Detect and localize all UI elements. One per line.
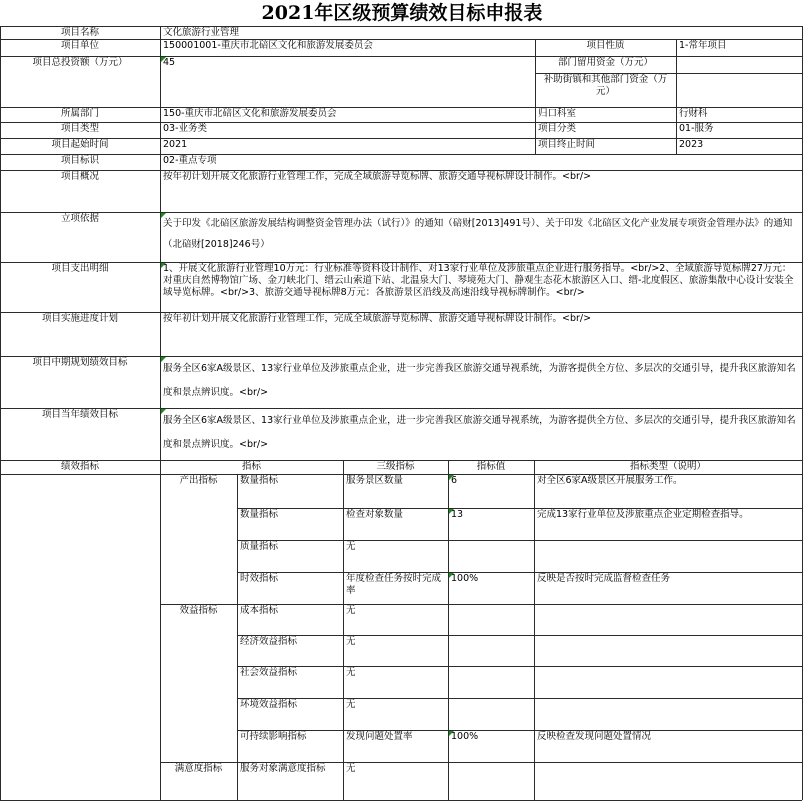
indicator-note <box>534 762 802 800</box>
indicator-value <box>448 666 534 698</box>
grid-line <box>0 474 802 475</box>
grid-line <box>237 474 238 800</box>
grid-line <box>237 635 802 636</box>
indicator-note <box>534 666 802 698</box>
label-overview: 项目概况 <box>60 171 99 182</box>
indicator-sub-name: 数量指标 <box>240 509 279 520</box>
value-project-type: 03-业务类 <box>163 123 208 134</box>
label-end-time: 项目终止时间 <box>538 139 596 150</box>
indicator-third-level: 无 <box>346 636 356 647</box>
grid-line <box>237 604 802 605</box>
label-mid-goal: 项目中期规划绩效目标 <box>32 357 128 368</box>
indicator-value: 100% <box>451 731 479 742</box>
indicator-sub-name: 质量指标 <box>240 541 279 552</box>
label-belong-section: 归口科室 <box>538 108 577 119</box>
value-annual-goal: 服务全区6家A级景区、13家行业单位及涉旅重点企业，进一步完善我区旅游交通导视系统，为游客提供全方位、多层次的交通引导，提升我区旅游知名度和景点辨识度。<br/> <box>163 415 796 450</box>
label-progress-plan: 项目实施进度计划 <box>41 313 118 324</box>
indicator-third-level: 服务景区数量 <box>346 475 404 486</box>
label-project-mark: 项目标识 <box>60 155 99 166</box>
indicator-sub-name: 服务对象满意度指标 <box>240 763 326 774</box>
label-start-time: 项目起始时间 <box>51 139 109 150</box>
indicator-sub-name: 经济效益指标 <box>240 636 298 647</box>
indicator-value <box>448 635 534 666</box>
page-title: 2021年区级预算绩效目标申报表 <box>261 2 543 24</box>
grid-line <box>237 762 802 763</box>
grid-line <box>535 107 536 154</box>
grid-line <box>535 39 536 56</box>
grid-line <box>0 800 802 801</box>
indicator-third-level: 无 <box>346 699 356 710</box>
grid-line <box>535 73 802 74</box>
grid-line <box>676 107 677 154</box>
value-dept-fund <box>676 56 802 73</box>
value-progress-plan: 按年初计划开展文化旅游行业管理工作，完成全域旅游导览标牌、旅游交通导视标牌设计制作。<br/> <box>163 313 592 324</box>
grid-line <box>0 26 802 27</box>
label-dept-fund: 部门留用资金（万元） <box>557 57 653 68</box>
grid-line <box>0 138 802 139</box>
indicator-value: 13 <box>451 509 464 520</box>
value-belong-section: 行财科 <box>679 108 708 119</box>
indicator-group-name: 效益指标 <box>179 605 218 616</box>
cell-marker-icon <box>161 213 166 218</box>
header-type: 指标类型（说明） <box>629 461 706 472</box>
value-project-name: 文化旅游行业管理 <box>163 27 240 38</box>
indicator-sub-name: 环境效益指标 <box>240 699 298 710</box>
grid-line <box>0 408 802 409</box>
grid-line <box>237 698 802 699</box>
cell-marker-icon <box>161 263 166 268</box>
grid-line <box>676 39 677 56</box>
indicator-note: 对全区6家A级景区开展服务工作。 <box>537 475 683 486</box>
indicator-note: 反映检查发现问题处置情况 <box>537 731 652 742</box>
grid-line <box>160 762 237 763</box>
grid-line <box>237 572 802 573</box>
indicator-note: 完成13家行业单位及涉旅重点企业定期检查指导。 <box>537 509 749 520</box>
label-project-nature: 项目性质 <box>586 40 625 51</box>
indicator-value: 6 <box>451 475 458 486</box>
indicator-note <box>534 698 802 730</box>
indicator-third-level: 发现问题处置率 <box>346 731 413 742</box>
cell-marker-icon <box>449 573 454 578</box>
label-department: 所属部门 <box>60 108 99 119</box>
grid-line <box>448 460 449 800</box>
indicator-sub-name: 可持续影响指标 <box>240 731 307 742</box>
grid-line <box>0 312 802 313</box>
grid-line <box>0 460 802 461</box>
label-project-type: 项目类型 <box>60 123 99 134</box>
indicator-value <box>448 604 534 635</box>
label-basis: 立项依据 <box>60 213 99 224</box>
cell-marker-icon <box>161 57 166 62</box>
cell-marker-icon <box>449 731 454 736</box>
label-subsidy: 补助街镇和其他部门资金（万元） <box>543 74 668 97</box>
indicator-third-level: 无 <box>346 541 356 552</box>
grid-line <box>0 262 802 263</box>
header-value: 指标值 <box>476 461 506 472</box>
indicator-sub-name: 成本指标 <box>240 605 279 616</box>
grid-line <box>0 122 802 123</box>
header-third-level: 三级指标 <box>376 461 415 472</box>
indicator-note: 反映是否按时完成监督检查任务 <box>537 573 671 584</box>
indicator-third-level: 年度检查任务按时完成率 <box>346 573 442 596</box>
value-project-unit: 150001001-重庆市北碚区文化和旅游发展委员会 <box>163 40 373 51</box>
indicator-note <box>534 604 802 635</box>
header-indicator: 指标 <box>241 461 261 472</box>
value-project-mark: 02-重点专项 <box>163 155 217 166</box>
grid-line <box>534 460 535 800</box>
indicator-sub-name: 时效指标 <box>240 573 279 584</box>
grid-line <box>0 56 802 57</box>
indicator-section-label: 绩效指标 <box>60 461 99 472</box>
value-project-nature: 1-常年项目 <box>679 40 727 51</box>
grid-line <box>0 154 802 155</box>
grid-line <box>0 26 1 800</box>
value-start-time: 2021 <box>163 139 188 150</box>
label-total-investment: 项目总投资额（万元） <box>32 57 128 68</box>
indicator-third-level: 无 <box>346 605 356 616</box>
indicator-value <box>448 540 534 572</box>
value-subsidy <box>676 73 802 107</box>
value-overview: 按年初计划开展文化旅游行业管理工作，完成全域旅游导览标牌、旅游交通导视标牌设计制作。<br/> <box>163 171 592 182</box>
indicator-group-name: 满意度指标 <box>174 763 223 774</box>
indicator-sub-name: 数量指标 <box>240 475 279 486</box>
grid-line <box>676 56 677 107</box>
label-project-name: 项目名称 <box>60 27 99 38</box>
indicator-note <box>534 540 802 572</box>
cell-marker-icon <box>161 357 166 362</box>
label-project-unit: 项目单位 <box>60 40 99 51</box>
grid-line <box>160 604 237 605</box>
grid-line <box>0 39 802 40</box>
cell-marker-icon <box>161 409 166 414</box>
indicator-value: 100% <box>451 573 479 584</box>
grid-line <box>0 212 802 213</box>
grid-line <box>237 730 802 731</box>
value-expense-detail: 1、开展文化旅游行业管理10万元：行业标准等资料设计制作、对13家行业单位及涉旅重点企业进行服务指导。<br/>2、全域旅游导览标牌27万元：对重庆自然博物馆广场、金刀峡北门、缙云山索道下站、北温泉大门、琴境苑大门、静观生态花木旅游区入口、缙-北度假区、旅游集散中心设计安装全域导览标牌。<br/>3、旅游交通导视标牌8万元：各旅游景区沿线及高速沿线导视标牌制作。<br/> <box>163 263 794 298</box>
label-project-category: 项目分类 <box>538 123 577 134</box>
grid-line <box>0 107 802 108</box>
indicator-third-level: 无 <box>346 667 356 678</box>
value-total-investment: 45 <box>163 57 176 68</box>
value-basis: 关于印发《北碚区旅游发展结构调整资金管理办法（试行）》的通知（碚财[2013]491号）、关于印发《北碚区文化产业发展专项资金管理办法》的通知（北碚财[2018]246号） <box>163 218 793 250</box>
value-department: 150-重庆市北碚区文化和旅游发展委员会 <box>163 108 337 119</box>
grid-line <box>0 356 802 357</box>
grid-line <box>802 26 803 800</box>
indicator-note <box>534 635 802 666</box>
indicator-third-level: 检查对象数量 <box>346 509 404 520</box>
grid-line <box>237 666 802 667</box>
grid-line <box>343 460 344 800</box>
indicator-sub-name: 社会效益指标 <box>240 667 298 678</box>
label-expense-detail: 项目支出明细 <box>51 263 109 274</box>
value-mid-goal: 服务全区6家A级景区、13家行业单位及涉旅重点企业，进一步完善我区旅游交通导视系统，为游客提供全方位、多层次的交通引导，提升我区旅游知名度和景点辨识度。<br/> <box>163 363 796 398</box>
cell-marker-icon <box>449 509 454 514</box>
grid-line <box>237 508 802 509</box>
indicator-value <box>448 698 534 730</box>
grid-line <box>0 170 802 171</box>
indicator-group-name: 产出指标 <box>179 475 218 486</box>
value-project-category: 01-服务 <box>679 123 714 134</box>
indicator-value <box>448 762 534 800</box>
cell-marker-icon <box>449 475 454 480</box>
indicator-third-level: 无 <box>346 763 356 774</box>
grid-line <box>237 540 802 541</box>
label-annual-goal: 项目当年绩效目标 <box>41 409 118 420</box>
value-end-time: 2023 <box>679 139 704 150</box>
grid-line <box>535 56 536 107</box>
